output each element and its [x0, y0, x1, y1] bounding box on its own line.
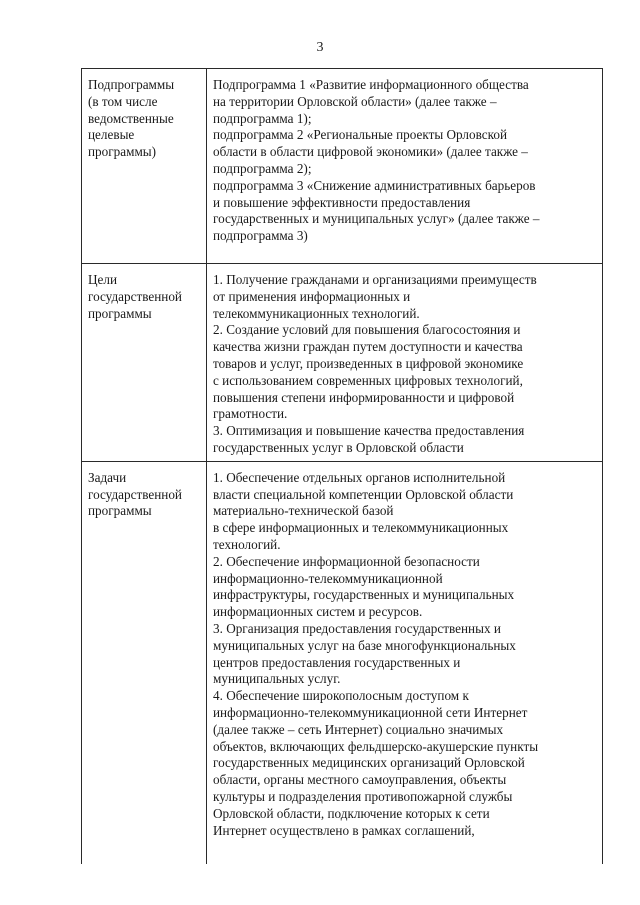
content-line: государственных и муниципальных услуг» (далее также – — [213, 211, 540, 227]
content-line: подпрограмма 3 «Снижение административных барьеров — [213, 177, 536, 193]
content-line: от применения информационных и — [213, 288, 411, 304]
content-line: государственных услуг в Орловской области — [213, 439, 464, 455]
row-label — [82, 461, 207, 864]
content-line: власти специальной компетенции Орловской области — [213, 486, 514, 502]
content-line: подпрограмма 3) — [213, 228, 308, 244]
content-line: информационно-телекоммуникационной — [213, 570, 443, 586]
content-line: 3. Оптимизация и повышение качества предоставления — [213, 423, 525, 439]
content-line: в сфере информационных и телекоммуникационных — [213, 520, 509, 536]
content-line: повышения степени информированности и цифровой — [213, 389, 515, 405]
content-line: информационно-телекоммуникационной сети Интернет — [213, 704, 528, 720]
content-line: грамотности. — [213, 406, 288, 422]
label-line: программы) — [88, 144, 157, 160]
row-content — [207, 69, 603, 264]
content-line: 2. Создание условий для повышения благосостояния и — [213, 322, 521, 338]
content-line: Интернет осуществлено в рамках соглашений, — [213, 822, 475, 838]
label-line: Задачи — [88, 469, 127, 485]
content-line: государственных медицинских организаций Орловской — [213, 755, 525, 771]
content-line: Орловской области, подключение которых к сети — [213, 805, 490, 821]
content-line: телекоммуникационных технологий. — [213, 305, 420, 321]
content-line: информационных систем и ресурсов. — [213, 604, 423, 620]
content-line: материально-технической базой — [213, 503, 394, 519]
label-line: программы — [88, 503, 152, 519]
row-content — [207, 461, 603, 864]
content-line: (далее также – сеть Интернет) социально значимых — [213, 721, 504, 737]
content-line: Подпрограмма 1 «Развитие информационного общества — [213, 77, 529, 92]
label-line: (в том числе — [88, 93, 158, 109]
content-line: подпрограмма 2 «Региональные проекты Орловской — [213, 127, 507, 143]
content-line: области в области цифровой экономики» (далее также – — [213, 144, 528, 160]
row-label — [82, 69, 207, 264]
content-line: инфраструктуры, государственных и муниципальных — [213, 587, 515, 603]
content-line: подпрограмма 1); — [213, 110, 312, 126]
content-line: 1. Обеспечение отдельных органов исполнительной — [213, 469, 506, 485]
label-line: Цели — [88, 272, 118, 287]
content-line: центров предоставления государственных и — [213, 654, 461, 670]
table-row-subprograms — [82, 69, 603, 264]
content-line: качества жизни граждан путем доступности и качества — [213, 339, 523, 355]
content-line: области, органы местного самоуправления, объекты — [213, 772, 507, 788]
content-line: технологий. — [213, 536, 281, 552]
content-line: культуры и подразделения противопожарной службы — [213, 788, 513, 804]
content-line: товаров и услуг, произведенных в цифровой экономике — [213, 355, 524, 371]
row-label — [82, 264, 207, 462]
label-line: Подпрограммы — [88, 77, 175, 92]
label-line: государственной — [88, 486, 182, 502]
page-number: 3 — [316, 40, 324, 55]
content-line: муниципальных услуг на базе многофункциональных — [213, 637, 516, 653]
passport-table — [81, 68, 603, 864]
content-line: 4. Обеспечение широкополосным доступом к — [213, 688, 469, 704]
content-line: муниципальных услуг. — [213, 671, 341, 687]
label-line: государственной — [88, 288, 182, 304]
content-line: 2. Обеспечение информационной безопасности — [213, 553, 480, 569]
content-line: 1. Получение гражданами и организациями преимуществ — [213, 272, 537, 287]
content-line: объектов, включающих фельдшерско-акушерские пункты — [213, 738, 539, 754]
table-row-tasks — [82, 461, 603, 864]
content-line: на территории Орловской области» (далее также – — [213, 93, 497, 109]
label-line: программы — [88, 305, 152, 321]
content-line: 3. Организация предоставления государственных и — [213, 620, 501, 636]
label-line: ведомственные — [88, 110, 174, 126]
label-line: целевые — [88, 127, 135, 143]
content-line: и повышение эффективности предоставления — [213, 194, 471, 210]
table-row-goals — [82, 264, 603, 462]
content-line: с использованием современных цифровых технологий, — [213, 372, 523, 388]
row-content — [207, 264, 603, 462]
content-line: подпрограмма 2); — [213, 160, 312, 176]
